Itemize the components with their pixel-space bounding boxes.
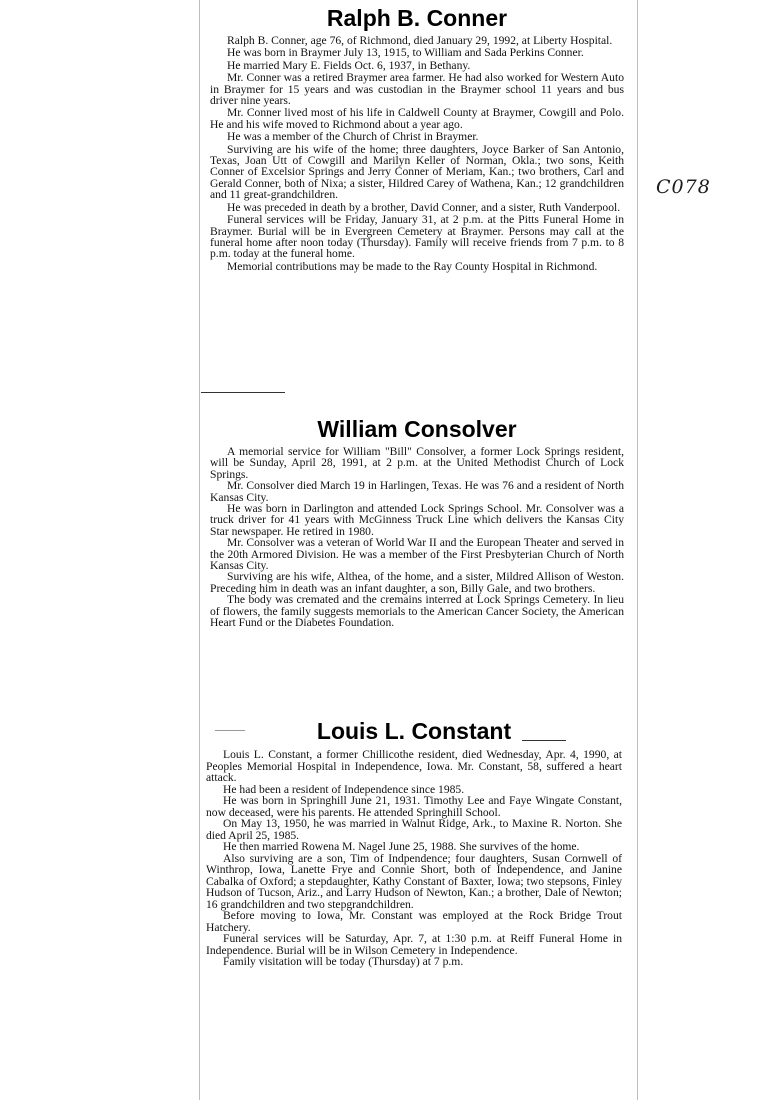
obituary-paragraph: Mr. Consolver was a veteran of World War II and the European Theater and served in the 20th Armored Division. He was a member of the First Presbyterian Church of North Kansas City. [210, 536, 624, 573]
obituary-paragraph: Funeral services will be Friday, January 31, at 2 p.m. at the Pitts Funeral Home in Braymer. Burial will be in Evergreen Cemetery at Braymer. Persons may call at the funeral home after noon today (Thursday). Family will receive friends from 7 p.m. to 8 p.m. today at the funeral home. [210, 213, 624, 261]
obituary-paragraph: He was born in Darlington and attended Lock Springs School. Mr. Consolver was a truck driver for 41 years with McGinness Truck Line which delivers the Kansas City Star newspaper. He retired in 1980. [210, 502, 624, 538]
obituary-paragraph: Surviving are his wife of the home; three daughters, Joyce Barker of San Antonio, Texas, Joan Utt of Cowgill and Marilyn Keller of Norman, Okla.; two sons, Keith Conner of Excelsior Springs and Jerry Conner of Meriam, Kan.; two brothers, Carl and Gerald Conner, both of Nixa; a sister, Hildred Carey of Wathena, Kan.; 12 grandchildren and 11 great-grandchildren. [210, 142, 624, 202]
obituary-paragraph: On May 13, 1950, he was married in Walnut Ridge, Ark., to Maxine R. Norton. She died April 25, 1985. [206, 817, 622, 842]
obituary-paragraph: Memorial contributions may be made to the Ray County Hospital in Richmond. [227, 259, 598, 273]
obituary-paragraph: Family visitation will be today (Thursday) at 7 p.m. [223, 955, 464, 968]
obituary-paragraph: He married Mary E. Fields Oct. 6, 1937, in Bethany. [227, 58, 471, 72]
obituary-headline: William Consolver [317, 416, 517, 442]
obituary-headline: Louis L. Constant [316, 718, 512, 744]
obituary-ralph-conner [210, 4, 624, 273]
clipping-underline-mark [201, 392, 285, 393]
obituary-paragraph: A memorial service for William "Bill" Consolver, a former Lock Springs resident, will be Sunday, April 28, 1991, at 2 p.m. at the United Methodist Church of Lock Springs. [210, 445, 624, 481]
obituary-paragraph: He then married Rowena M. Nagel June 25, 1988. She survives of the home. [223, 840, 580, 853]
obituary-paragraph: He was preceded in death by a brother, David Conner, and a sister, Ruth Vanderpool. [227, 200, 621, 214]
obituary-paragraph: Mr. Consolver died March 19 in Harlingen, Texas. He was 76 and a resident of North Kansas City. [210, 479, 624, 504]
obituary-paragraph: Mr. Conner lived most of his life in Caldwell County at Braymer, Cowgill and Polo. He and his wife moved to Richmond about a year ago. [210, 106, 624, 131]
obituary-paragraph: He had been a resident of Independence since 1985. [223, 782, 465, 796]
obituary-paragraph: Mr. Conner was a retired Braymer area farmer. He had also worked for Western Auto in Braymer for 15 years and was custodian in the Braymer school 11 years and bus driver nine years. [210, 71, 624, 108]
obituary-paragraph: He was born in Braymer July 13, 1915, to William and Sada Perkins Conner. [227, 46, 584, 60]
obituary-william-consolver [210, 415, 624, 629]
right-column-rule [637, 0, 638, 1100]
obituary-paragraph: He was born in Springhill June 21, 1931. Timothy Lee and Faye Wingate Constant, now deceased, were his parents. He attended Springhill School. [206, 794, 622, 819]
obituary-paragraph: The body was cremated and the cremains interred at Lock Springs Cemetery. In lieu of flowers, the family suggests memorials to the American Cancer Society, the American Heart Fund or the Diabetes Foundation. [210, 593, 624, 630]
obituary-paragraph: Ralph B. Conner, age 76, of Richmond, died January 29, 1992, at Liberty Hospital. [227, 34, 613, 47]
headline-underline-mark [522, 740, 566, 741]
obituary-paragraph: He was a member of the Church of Christ in Braymer. [227, 130, 479, 144]
left-column-rule [199, 0, 200, 1100]
obituary-paragraph: Before moving to Iowa, Mr. Constant was employed at the Rock Bridge Trout Hatchery. [206, 909, 622, 934]
handwritten-margin-note: C078 [656, 176, 711, 198]
obituary-paragraph: Louis L. Constant, a former Chillicothe resident, died Wednesday, Apr. 4, 1990, at Peoples Memorial Hospital in Independence, Iowa. Mr. Constant, 58, suffered a heart attack. [206, 748, 622, 784]
obituary-louis-constant [206, 716, 622, 968]
obituary-paragraph: Also surviving are a son, Tim of Indpendence; four daughters, Susan Cornwell of Winthrop, Iowa, Lanette Frye and Connie Short, both of Independence, and Janine Cabalka of Oxford; a stepdaughter, Kathy Constant of Baxter, Iowa; two stepsons, Finley Hudson of Tucson, Ariz., and Larry Hudson of Newton, Kan.; a brother, Dale of Newton; 16 grandchildren and two stepgrandchildren. [206, 851, 622, 911]
obituary-paragraph: Surviving are his wife, Althea, of the home, and a sister, Mildred Allison of Weston. Preceding him in death was an infant daughter, a son, Billy Gale, and two brothers. [210, 570, 624, 595]
obituary-headline: Ralph B. Conner [326, 5, 508, 31]
obituary-paragraph: Funeral services will be Saturday, Apr. 7, at 1:30 p.m. at Reiff Funeral Home in Independence. Burial will be in Wilson Cemetery in Independence. [206, 932, 622, 957]
